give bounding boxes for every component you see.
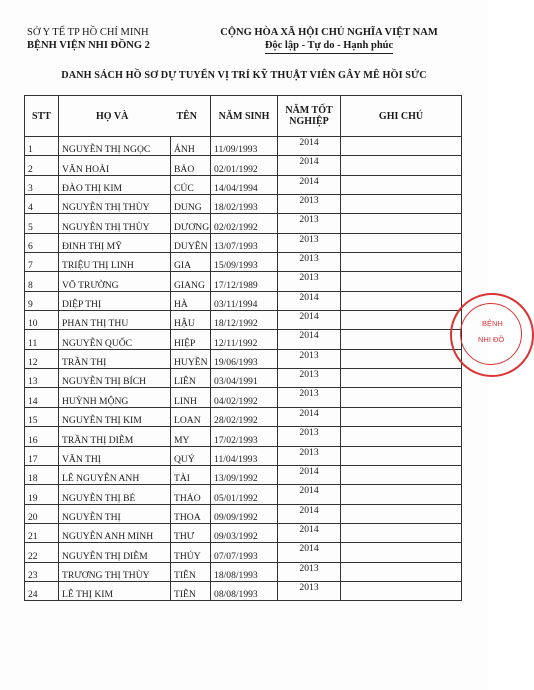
cell-stt: 11: [25, 330, 59, 349]
header-ghi-chu: GHI CHÚ: [341, 96, 462, 137]
header-nam-tot-nghiep-line1: NĂM TỐT: [285, 105, 333, 116]
cell-ghi-chu: [341, 195, 462, 214]
cell-ten: LINH: [171, 388, 211, 407]
cell-stt: 21: [25, 523, 59, 542]
cell-ten: ÁNH: [171, 137, 211, 156]
cell-ghi-chu: [341, 523, 462, 542]
cell-ho-va: DIỆP THỊ: [59, 291, 171, 310]
hospital-name: BỆNH VIỆN NHI ĐỒNG 2: [27, 40, 150, 51]
cell-ho-va: NGUYỄN THỊ NGỌC: [59, 137, 171, 156]
table-row: [25, 272, 462, 291]
cell-ho-va: TRẦN THỊ DIỄM: [59, 427, 171, 446]
cell-ghi-chu: [341, 137, 462, 156]
cell-ten: TIÊN: [171, 581, 211, 600]
cell-nam-tot-nghiep: 2013: [278, 233, 341, 252]
cell-ho-va: LÊ NGUYỄN ANH: [59, 465, 171, 484]
header-nam-tot-nghiep-line2: NGHIỆP: [289, 116, 329, 127]
table-row: [25, 543, 462, 562]
cell-ho-va: TRẦN THỊ: [59, 349, 171, 368]
table-row: [25, 369, 462, 388]
cell-ho-va: ĐINH THỊ MỸ: [59, 233, 171, 252]
cell-stt: 8: [25, 272, 59, 291]
cell-ten: BẢO: [171, 156, 211, 175]
cell-ten: QUÝ: [171, 446, 211, 465]
cell-ho-va: NGUYỄN ANH MINH: [59, 523, 171, 542]
country-name: CỘNG HÒA XÃ HỘI CHỦ NGHĨA VIỆT NAM: [220, 27, 438, 38]
cell-ghi-chu: [341, 272, 462, 291]
table-row: [25, 253, 462, 272]
cell-ten: TÀI: [171, 465, 211, 484]
table-row: [25, 349, 462, 368]
table-row: [25, 156, 462, 175]
cell-ten: TIÊN: [171, 562, 211, 581]
cell-ho-va: NGUYỄN THỊ BÍCH: [59, 369, 171, 388]
cell-nam-sinh: 07/07/1993: [211, 543, 278, 562]
cell-nam-sinh: 28/02/1992: [211, 407, 278, 426]
cell-nam-sinh: 17/12/1989: [211, 272, 278, 291]
cell-ho-va: VÕ TRƯỜNG: [59, 272, 171, 291]
cell-ten: HÀ: [171, 291, 211, 310]
seal-text-bottom: NHI ĐỒ: [478, 335, 505, 344]
organization-header: [27, 26, 150, 52]
cell-stt: 22: [25, 543, 59, 562]
cell-ten: LIÊN: [171, 369, 211, 388]
cell-ho-va: NGUYỄN THỊ DIỄM: [59, 543, 171, 562]
table-row: [25, 195, 462, 214]
header-ho-va: HỌ VÀ: [96, 110, 129, 122]
table-row: [25, 175, 462, 194]
cell-ghi-chu: [341, 427, 462, 446]
cell-nam-tot-nghiep: 2013: [278, 214, 341, 233]
cell-nam-tot-nghiep: 2014: [278, 291, 341, 310]
cell-nam-tot-nghiep: 2014: [278, 407, 341, 426]
cell-nam-tot-nghiep: 2014: [278, 523, 341, 542]
cell-stt: 15: [25, 407, 59, 426]
cell-ghi-chu: [341, 175, 462, 194]
national-header: [195, 26, 463, 54]
cell-nam-sinh: 13/07/1993: [211, 233, 278, 252]
cell-nam-tot-nghiep: 2013: [278, 388, 341, 407]
table-row: [25, 562, 462, 581]
cell-ghi-chu: [341, 349, 462, 368]
cell-ghi-chu: [341, 407, 462, 426]
table-header-row: [25, 96, 462, 137]
cell-ten: HIỆP: [171, 330, 211, 349]
cell-ten: MY: [171, 427, 211, 446]
cell-ghi-chu: [341, 504, 462, 523]
cell-ho-va: PHAN THỊ THU: [59, 311, 171, 330]
cell-ten: THÚY: [171, 543, 211, 562]
cell-nam-tot-nghiep: 2013: [278, 562, 341, 581]
table-row: [25, 214, 462, 233]
cell-ghi-chu: [341, 233, 462, 252]
table-row: [25, 581, 462, 600]
cell-nam-tot-nghiep: 2013: [278, 349, 341, 368]
cell-nam-tot-nghiep: 2013: [278, 195, 341, 214]
cell-ho-va: ĐÀO THỊ KIM: [59, 175, 171, 194]
cell-ten: LOAN: [171, 407, 211, 426]
seal-text-top: BỆNH: [482, 319, 503, 328]
cell-nam-tot-nghiep: 2014: [278, 330, 341, 349]
cell-ten: GIANG: [171, 272, 211, 291]
cell-nam-sinh: 18/02/1993: [211, 195, 278, 214]
cell-ghi-chu: [341, 581, 462, 600]
cell-ten: DUNG: [171, 195, 211, 214]
cell-stt: 17: [25, 446, 59, 465]
cell-ho-va: NGUYỄN THỊ: [59, 504, 171, 523]
cell-ho-va: NGUYỄN THỊ KIM: [59, 407, 171, 426]
table-row: [25, 407, 462, 426]
cell-ho-va: NGUYỄN THỊ THÙY: [59, 214, 171, 233]
cell-ghi-chu: [341, 214, 462, 233]
cell-nam-sinh: 02/01/1992: [211, 156, 278, 175]
cell-nam-sinh: 17/02/1993: [211, 427, 278, 446]
cell-ghi-chu: [341, 369, 462, 388]
cell-stt: 18: [25, 465, 59, 484]
cell-ghi-chu: [341, 446, 462, 465]
table-row: [25, 485, 462, 504]
cell-ghi-chu: [341, 253, 462, 272]
seal-inner-ring: [460, 303, 522, 365]
cell-nam-tot-nghiep: 2014: [278, 485, 341, 504]
cell-ghi-chu: [341, 562, 462, 581]
header-full-name: [59, 96, 211, 137]
cell-ten: CÚC: [171, 175, 211, 194]
cell-nam-sinh: 03/04/1991: [211, 369, 278, 388]
cell-ghi-chu: [341, 388, 462, 407]
cell-nam-sinh: 09/09/1992: [211, 504, 278, 523]
cell-nam-tot-nghiep: 2013: [278, 272, 341, 291]
cell-ghi-chu: [341, 485, 462, 504]
cell-ghi-chu: [341, 330, 462, 349]
cell-nam-tot-nghiep: 2013: [278, 446, 341, 465]
cell-ho-va: HUỲNH MỘNG: [59, 388, 171, 407]
cell-nam-tot-nghiep: 2014: [278, 543, 341, 562]
cell-ho-va: NGUYỄN QUỐC: [59, 330, 171, 349]
table-row: [25, 233, 462, 252]
cell-stt: 20: [25, 504, 59, 523]
cell-nam-tot-nghiep: 2014: [278, 175, 341, 194]
cell-nam-sinh: 15/09/1993: [211, 253, 278, 272]
cell-ho-va: VĂN THỊ: [59, 446, 171, 465]
cell-nam-sinh: 19/06/1993: [211, 349, 278, 368]
header-ten: TÊN: [176, 110, 198, 122]
cell-ho-va: VĂN HOÀI: [59, 156, 171, 175]
cell-nam-tot-nghiep: 2014: [278, 311, 341, 330]
table-row: [25, 137, 462, 156]
cell-nam-sinh: 02/02/1992: [211, 214, 278, 233]
cell-ghi-chu: [341, 465, 462, 484]
cell-stt: 3: [25, 175, 59, 194]
cell-nam-sinh: 03/11/1994: [211, 291, 278, 310]
cell-nam-tot-nghiep: 2013: [278, 581, 341, 600]
cell-nam-sinh: 04/02/1992: [211, 388, 278, 407]
cell-stt: 24: [25, 581, 59, 600]
cell-nam-sinh: 12/11/1992: [211, 330, 278, 349]
cell-stt: 23: [25, 562, 59, 581]
cell-nam-sinh: 13/09/1992: [211, 465, 278, 484]
header-nam-tot-nghiep: [278, 96, 341, 137]
cell-ghi-chu: [341, 291, 462, 310]
cell-nam-sinh: 18/08/1993: [211, 562, 278, 581]
cell-ho-va: LÊ THỊ KIM: [59, 581, 171, 600]
cell-nam-sinh: 11/04/1993: [211, 446, 278, 465]
cell-stt: 5: [25, 214, 59, 233]
cell-ghi-chu: [341, 156, 462, 175]
header-nam-sinh: NĂM SINH: [211, 96, 278, 137]
cell-nam-sinh: 09/03/1992: [211, 523, 278, 542]
cell-nam-tot-nghiep: 2014: [278, 137, 341, 156]
table-row: [25, 523, 462, 542]
table-row: [25, 504, 462, 523]
department-name: SỞ Y TẾ TP HỒ CHÍ MINH: [27, 27, 149, 38]
cell-ten: THƯ: [171, 523, 211, 542]
table-row: [25, 388, 462, 407]
cell-ho-va: TRIỆU THỊ LINH: [59, 253, 171, 272]
cell-stt: 4: [25, 195, 59, 214]
cell-stt: 13: [25, 369, 59, 388]
cell-ghi-chu: [341, 311, 462, 330]
cell-nam-sinh: 11/09/1993: [211, 137, 278, 156]
document-title: DANH SÁCH HỒ SƠ DỰ TUYỂN VỊ TRÍ KỸ THUẬT VIÊN GÂY MÊ HỒI SỨC: [61, 70, 427, 81]
national-motto: Độc lập - Tự do - Hạnh phúc: [265, 39, 393, 54]
cell-ho-va: NGUYỄN THỊ THÙY: [59, 195, 171, 214]
cell-ten: DUYÊN: [171, 233, 211, 252]
cell-nam-sinh: 14/04/1994: [211, 175, 278, 194]
cell-stt: 19: [25, 485, 59, 504]
cell-nam-sinh: 18/12/1992: [211, 311, 278, 330]
cell-stt: 16: [25, 427, 59, 446]
cell-ho-va: NGUYỄN THỊ BÉ: [59, 485, 171, 504]
table-row: [25, 465, 462, 484]
candidate-table: [24, 95, 462, 601]
cell-stt: 14: [25, 388, 59, 407]
cell-nam-tot-nghiep: 2013: [278, 253, 341, 272]
cell-ghi-chu: [341, 543, 462, 562]
cell-ho-va: TRƯƠNG THỊ THÙY: [59, 562, 171, 581]
cell-stt: 1: [25, 137, 59, 156]
cell-stt: 2: [25, 156, 59, 175]
header-stt: STT: [25, 96, 59, 137]
hospital-seal: [450, 293, 534, 377]
table-row: [25, 446, 462, 465]
cell-nam-sinh: 05/01/1992: [211, 485, 278, 504]
table-row: [25, 311, 462, 330]
cell-nam-tot-nghiep: 2013: [278, 427, 341, 446]
table-row: [25, 427, 462, 446]
table-row: [25, 330, 462, 349]
table-row: [25, 291, 462, 310]
cell-ten: HẬU: [171, 311, 211, 330]
cell-stt: 9: [25, 291, 59, 310]
cell-ten: THẢO: [171, 485, 211, 504]
cell-stt: 10: [25, 311, 59, 330]
cell-ten: HUYỀN: [171, 349, 211, 368]
cell-stt: 7: [25, 253, 59, 272]
cell-stt: 12: [25, 349, 59, 368]
cell-nam-tot-nghiep: 2013: [278, 369, 341, 388]
cell-nam-tot-nghiep: 2014: [278, 465, 341, 484]
cell-nam-sinh: 08/08/1993: [211, 581, 278, 600]
cell-ten: THOA: [171, 504, 211, 523]
cell-nam-tot-nghiep: 2014: [278, 156, 341, 175]
cell-ten: DƯƠNG: [171, 214, 211, 233]
cell-stt: 6: [25, 233, 59, 252]
cell-ten: GIA: [171, 253, 211, 272]
cell-nam-tot-nghiep: 2014: [278, 504, 341, 523]
